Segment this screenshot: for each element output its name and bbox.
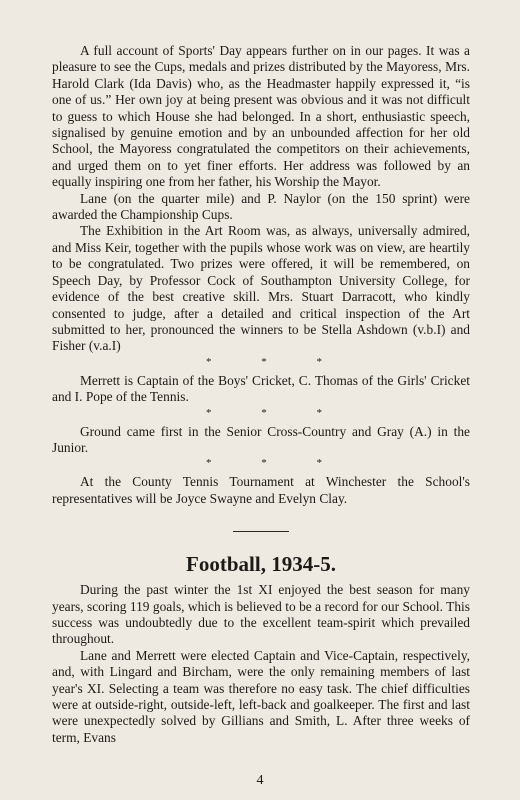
separator-star: * bbox=[206, 406, 212, 419]
separator-star: * bbox=[316, 355, 322, 368]
horizontal-rule bbox=[233, 531, 289, 532]
section-separator bbox=[200, 408, 322, 418]
separator-star: * bbox=[316, 406, 322, 419]
paragraph-cross-country: Ground came first in the Senior Cross-Country and Gray (A.) in the Junior. bbox=[52, 423, 470, 455]
paragraph-football-season: During the past winter the 1st XI enjoyed the best season for many years, scoring 119 goals, which is believed to be a record for our School. This success was undoubtedly due to the excellent team-spirit which prevailed throughout. bbox=[52, 582, 470, 647]
section-separator bbox=[200, 458, 322, 468]
football-heading: Football, 1934-5. bbox=[186, 552, 336, 577]
paragraph-sports-day: A full account of Sports' Day appears further on in our pages. It was a pleasure to see the Cups, medals and prizes distributed by the Mayoress, Mrs. Harold Clark (Ida Davis) who, as the Headmaster happily expressed it, “is one of us.” Her own joy at being present was obvious and it was not difficult to guess to which House she had belonged. In a short, enthusiastic speech, signalised by genuine emotion and by an unbounded affection for her old School, the Mayoress congratulated the competitors on their achievements, and urged them on to yet finer efforts. Her address was followed by an equally inspiring one from her father, his Worship the Mayor. bbox=[52, 43, 470, 190]
separator-star: * bbox=[316, 457, 322, 470]
paragraph-championship-cups: Lane (on the quarter mile) and P. Naylor (on the 150 sprint) were awarded the Championship Cups. bbox=[52, 190, 470, 223]
paragraph-county-tennis: At the County Tennis Tournament at Winchester the School's representatives will be Joyce Swayne and Evelyn Clay. bbox=[52, 474, 470, 506]
page-number: 4 bbox=[256, 773, 264, 788]
separator-star: * bbox=[261, 406, 267, 419]
paragraph-football-captains: Lane and Merrett were elected Captain and Vice-Captain, respectively, and, with Lingard and Bircham, were the only remaining members of last year's XI. Selecting a team was therefore no easy task. The chief difficulties were at outside-right, outside-left, left-back and goalkeeper. The first and last were unexpectedly solved by Gillians and Smith, L. After three weeks of term, Evans bbox=[52, 647, 470, 745]
page-body bbox=[52, 43, 470, 746]
paragraph-cricket: Merrett is Captain of the Boys' Cricket, C. Thomas of the Girls' Cricket and I. Pope of the Tennis. bbox=[52, 372, 470, 405]
separator-star: * bbox=[261, 457, 267, 470]
separator-star: * bbox=[261, 355, 267, 368]
separator-star: * bbox=[206, 457, 212, 470]
separator-star: * bbox=[206, 355, 212, 368]
section-separator bbox=[200, 357, 322, 367]
paragraph-art-exhibition: The Exhibition in the Art Room was, as always, universally admired, and Miss Keir, together with the pupils whose work was on view, are heartily to be congratulated. Two prizes were offered, it will be remembered, on Speech Day, by Professor Cock of Southampton University College, for evidence of the best creative skill. Mrs. Stuart Darracott, who kindly consented to judge, after a detailed and critical inspection of the Art submitted to her, pronounced the winners to be Stella Ashdown (v.b.I) and Fisher (v.a.I) bbox=[52, 223, 470, 354]
